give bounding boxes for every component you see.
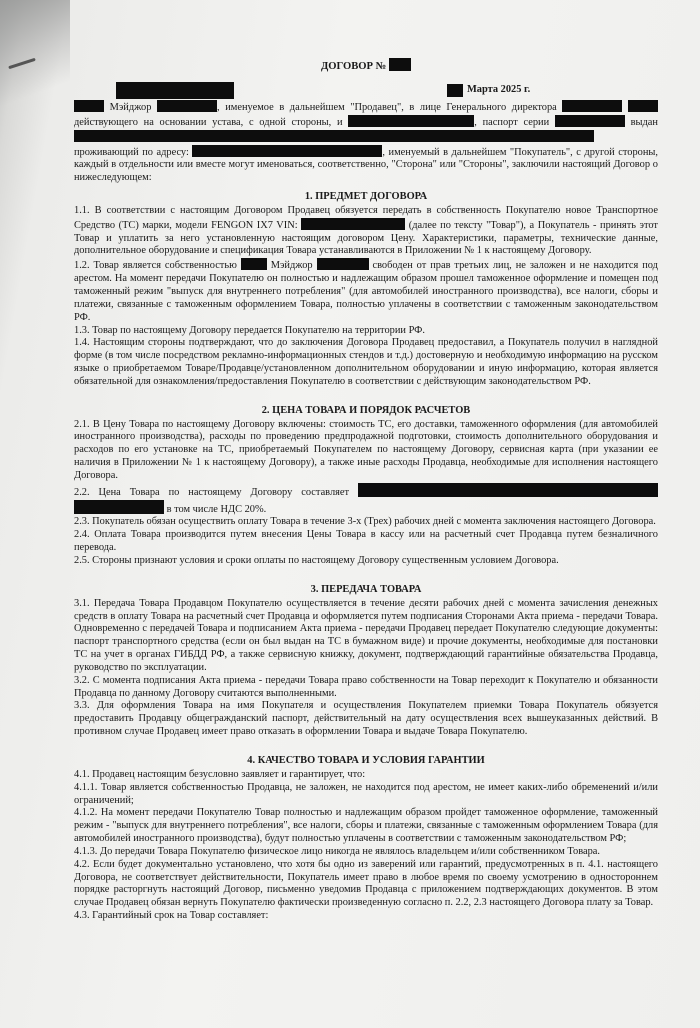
redacted-vin <box>301 218 405 230</box>
redacted-passport-issuer <box>74 130 594 142</box>
clause-1-1: 1.1. В соответствии с настоящим Договором Продавец обязуется передать в собственность Покупателю новое Транспортное Средство (ТС) марки, модели FENGON IX7 VIN: (далее по тексту "Товар"), а Покупатель - принять этот Товар и уплатить за него установленную настоящим договором Цену. Характеристики, параметры, технические данные, дополнительное оборудование и спецификация Товара устанавливаются в Приложении № 1 к настоящему Договору. <box>74 204 658 257</box>
clause-3-1: 3.1. Передача Товара Продавцом Покупателю осуществляется в течение десяти рабочих дней с момента зачисления денежных средств в оплату Товара на расчетный счет Продавца и оформляется путем подписания Сторонами Акта приема - передачи Товара. Одновременно с передачей Товара и подписанием Акта приема - передачи Продавец передает Покупателю следующие документы: паспорт транспортного средства (если он был выдан на ТС в бумажном виде) и прочие документы, необходимые для постановки ТС на учет в органах ГИБДД РФ, а также сервисную книжку, документ, подтверждающий гарантийные обязательства Продавца, руководство по эксплуатации. <box>74 597 658 673</box>
clause-4-1: 4.1. Продавец настоящим безусловно заявляет и гарантирует, что: <box>74 768 366 780</box>
clause-1-3: 1.3. Товар по настоящему Договору передается Покупателю на территории РФ. <box>74 324 425 336</box>
redacted-address <box>192 145 382 157</box>
clause-4-1-3: 4.1.3. До передачи Товара Покупателю физическое лицо никогда не являлось владельцем и/или собственником Товара. <box>74 845 600 857</box>
redacted-buyer-name <box>348 115 474 127</box>
contract-document <box>74 58 658 923</box>
redacted-passport <box>555 115 625 127</box>
clause-3-3: 3.3. Для оформления Товара на имя Покупателя и осуществления Покупателем приемки Товара Покупатель обязуется предоставить Продавцу общегражданский паспорт, действительный на дату осуществления всех вышеуказанных действий. В противном случае Продавец имеет право отказать в оформлении Товара и выдаче Товара Покупателю. <box>74 700 658 738</box>
clause-2-4: 2.4. Оплата Товара производится путем внесения Цены Товара в кассу или на расчетный счет Продавца путем безналичного перевода. <box>74 529 658 554</box>
clause-2-3: 2.3. Покупатель обязан осуществить оплату Товара в течение 3-х (Трех) рабочих дней с момента заключения настоящего Договора. <box>74 516 656 528</box>
clause-4-1-1: 4.1.1. Товар является собственностью Продавца, не заложен, не находится под арестом, не имеет каких-либо обременений и/или ограничений; <box>74 781 658 806</box>
clause-2-5: 2.5. Стороны признают условия и сроки оплаты по настоящему Договору существенным условием Договора. <box>74 555 559 566</box>
redacted-price <box>358 483 658 497</box>
clause-4-3: 4.3. Гарантийный срок на Товар составляет: <box>74 910 269 922</box>
redacted-block <box>74 100 104 112</box>
section-1-title: 1. ПРЕДМЕТ ДОГОВОРА <box>304 191 428 203</box>
clause-4-1-2: 4.1.2. На момент передачи Покупателю Товар полностью и надлежащим образом пройдет таможенное оформление, таможенный режим - "выпуск для внутреннего потребления", все налоги, сборы и платежи, связанные с таможенным оформлением Товара (для автомобилей иностранного производства), будут полностью уплачены в соответствии с таможенным законодательством РФ; <box>74 807 658 845</box>
redacted-block <box>317 258 369 270</box>
header <box>74 58 658 96</box>
redacted-director-name <box>562 100 622 112</box>
redacted-contract-number <box>389 58 411 71</box>
redacted-price-words <box>74 500 164 514</box>
section-4-title: 4. КАЧЕСТВО ТОВАРА И УСЛОВИЯ ГАРАНТИИ <box>247 754 485 766</box>
contract-title: ДОГОВОР № <box>74 58 658 74</box>
intro-paragraph: Мэйджор , именуемое в дальнейшем "Продавец", в лице Генерального директора действующего на основании устава, с одной стороны, и , паспорт серии выдан проживающий по адресу: , именуемый в дальнейшем "Покупатель", с другой стороны, каждый в отдельности или вместе могут именоваться, соответственно, "Сторона" или "Стороны", заключили настоящий Договор о нижеследующем: <box>74 102 658 184</box>
clause-3-2: 3.2. С момента подписания Акта приема - передачи Товара право собственности на Товар переходит к Покупателю и обязанности Продавца по данному Договору считаются выполненными. <box>74 674 658 699</box>
section-2-title: 2. ЦЕНА ТОВАРА И ПОРЯДОК РАСЧЕТОВ <box>261 404 471 416</box>
redacted-day <box>447 84 463 97</box>
clause-2-1: 2.1. В Цену Товара по настоящему Договору включены: стоимость ТС, его доставки, таможенного оформления (для автомобилей иностранного производства), расходы по проведению предпродажной подготовки, стоимость дополнительного оборудования и расходов по его установке на ТС, приобретаемый Покупателем по настоящему Договору, сервисная карта (при указании ее наличия в Приложении № 1 к настоящему Договору), а также иные расходы Продавца, необходимые для исполнения настоящего Договора. <box>74 418 658 481</box>
clause-2-2: 2.2. Цена Товара по настоящему Договору составляет в том числе НДС 20%. <box>74 483 658 517</box>
contract-date: Марта 2025 г. <box>467 84 531 95</box>
clause-1-2: 1.2. Товар является собственностью Мэйджор свободен от прав третьих лиц, не заложен и не находится под арестом. На момент передачи Покупателю он полностью и надлежащим образом прошел таможенное оформление и помещен под таможенный режим "выпуск для внутреннего потребления" (для автомобилей иностранного производства), все налоги, сборы и платежи, связанные с таможенным оформлением Товара, полностью уплачены в соответствии с таможенным законодательством РФ. <box>74 260 658 323</box>
redacted-city <box>116 82 234 99</box>
clause-4-2: 4.2. Если будет документально установлено, что хотя бы одно из заверений или гарантий, предусмотренных в п. 4.1. настоящего Договора, не соответствует действительности, Покупатель имеет право в любое время по своему усмотрению в одностороннем порядке расторгнуть настоящий Договор, письменно уведомив Продавца с приложением подтверждающих документов. В этом случае Продавец обязан вернуть Покупателю фактически произведенную согласно п. 2.2, 2.3 настоящего Договора плату за Товар. <box>74 858 658 909</box>
redacted-block <box>241 258 267 270</box>
redacted-block <box>157 100 217 112</box>
clause-1-4: 1.4. Настоящим стороны подтверждают, что до заключения Договора Продавец предоставил, а Покупатель получил в наглядной форме (в том числе посредством рекламно-информационных стендов и т.д.) достоверную и необходимую информацию на русском языке о приобретаемом Товаре/Продавце/установленном дополнительном оборудовании и иную информацию, которая является обязательной для ознакомления/предоставления Покупателю в соответствии с действующим законодательством РФ. <box>74 337 658 387</box>
redacted-block <box>628 100 658 112</box>
section-3-title: 3. ПЕРЕДАЧА ТОВАРА <box>310 583 422 595</box>
